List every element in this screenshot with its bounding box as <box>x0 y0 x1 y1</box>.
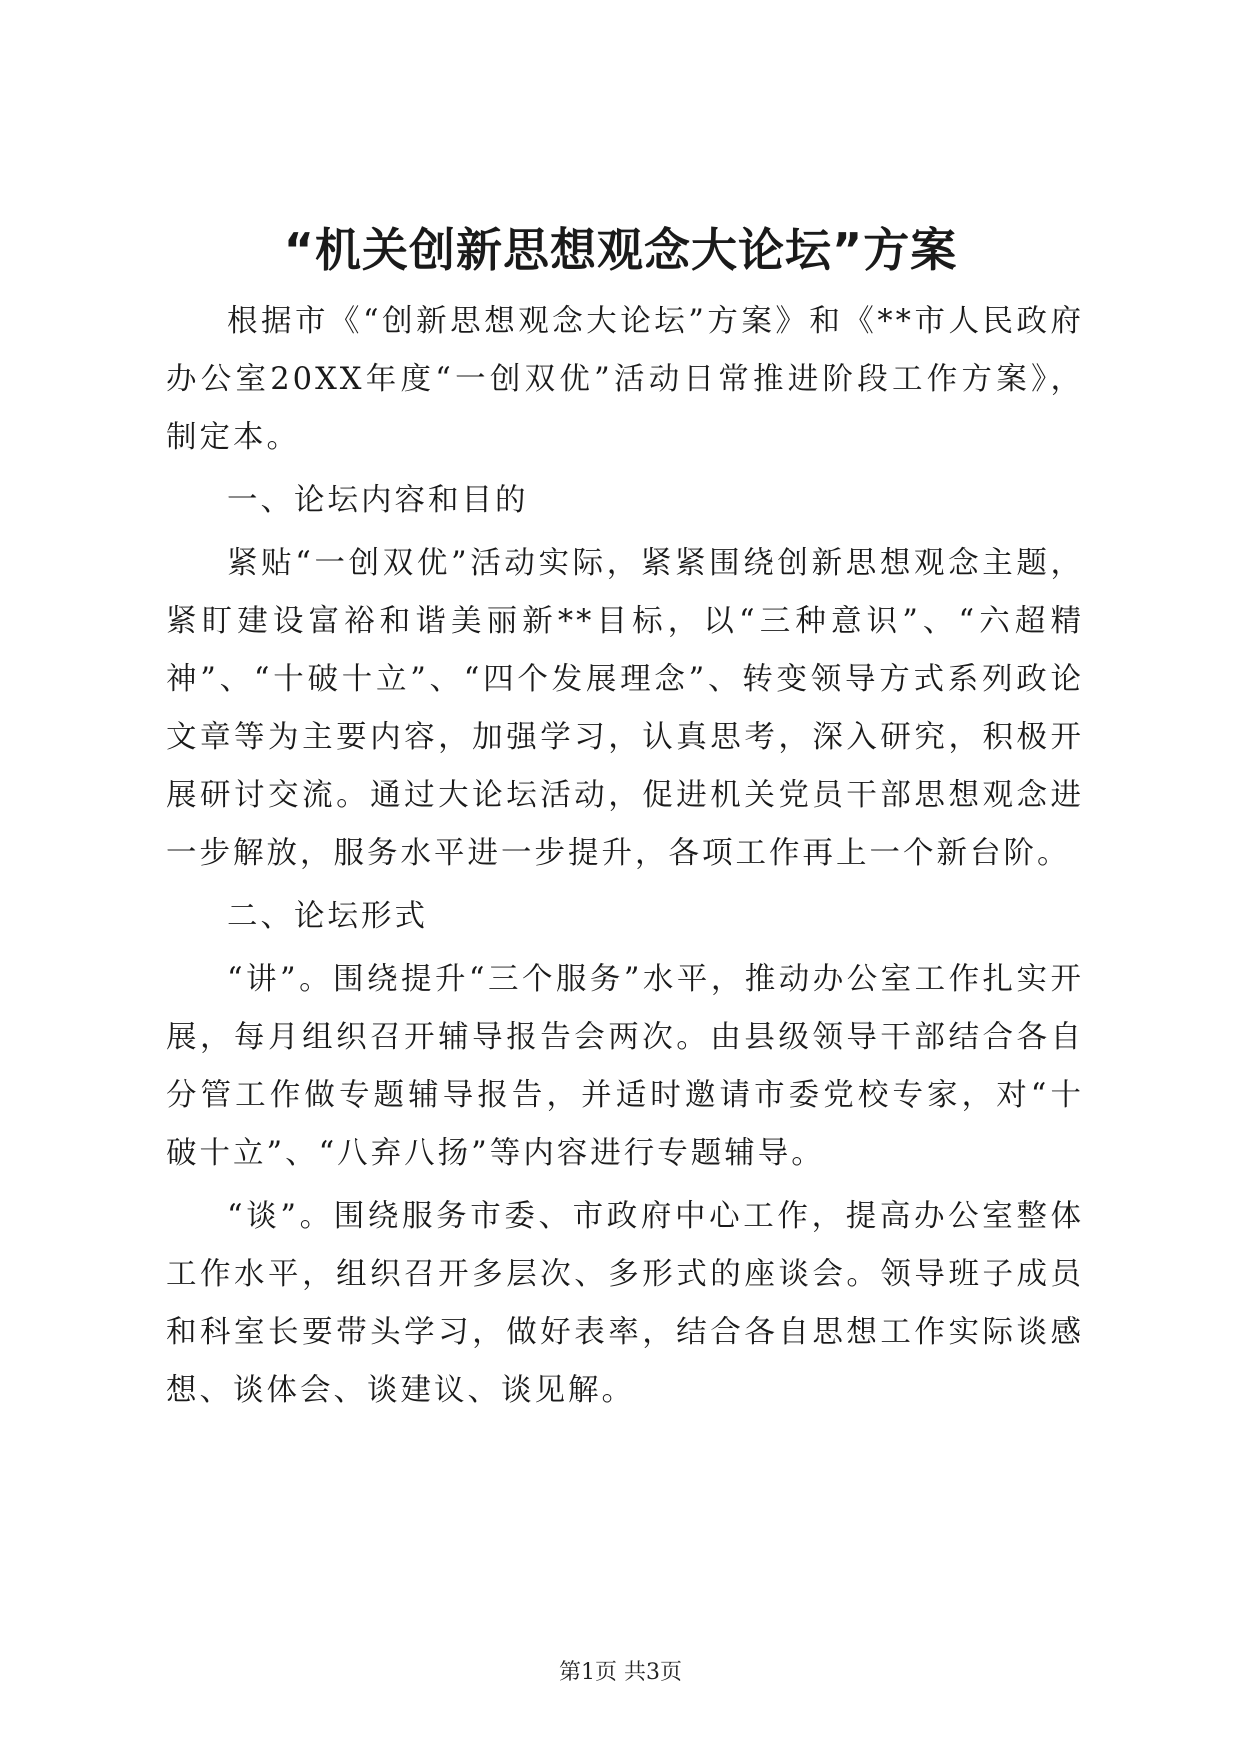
section-1-paragraph: 紧贴“一创双优”活动实际，紧紧围绕创新思想观念主题，紧盯建设富裕和谐美丽新**目标，以“三种意识”、“六超精神”、“十破十立”、“四个发展理念”、转变领导方式系列政论文章等为主要内容，加强学习，认真思考，深入研究，积极开展研讨交流。通过大论坛活动，促进机关党员干部思想观念进一步解放，服务水平进一步提升，各项工作再上一个新台阶。 <box>166 546 1084 871</box>
section-2-paragraph-discussion: “谈”。围绕服务市委、市政府中心工作，提高办公室整体工作水平，组织召开多层次、多形式的座谈会。领导班子成员和科室长要带头学习，做好表率，结合各自思想工作实际谈感想、谈体会、谈建议、谈见解。 <box>166 1199 1084 1408</box>
document-title: “机关创新思想观念大论坛”方案 <box>283 223 958 277</box>
section-heading-forum-format: 二、论坛形式 <box>227 899 428 934</box>
section-2-paragraph-lecture: “讲”。围绕提升“三个服务”水平，推动办公室工作扎实开展，每月组织召开辅导报告会两次。由县级领导干部结合各自分管工作做专题辅导报告，并适时邀请市委党校专家，对“十破十立”、“八弃八扬”等内容进行专题辅导。 <box>166 962 1084 1171</box>
section-heading-content-purpose: 一、论坛内容和目的 <box>227 483 529 518</box>
page-number-footer: 第1页 共3页 <box>559 1660 682 1685</box>
intro-paragraph: 根据市《“创新思想观念大论坛”方案》和《**市人民政府办公室20XX年度“一创双优”活动日常推进阶段工作方案》，制定本。 <box>166 304 1084 455</box>
document-body <box>166 293 1084 1425</box>
